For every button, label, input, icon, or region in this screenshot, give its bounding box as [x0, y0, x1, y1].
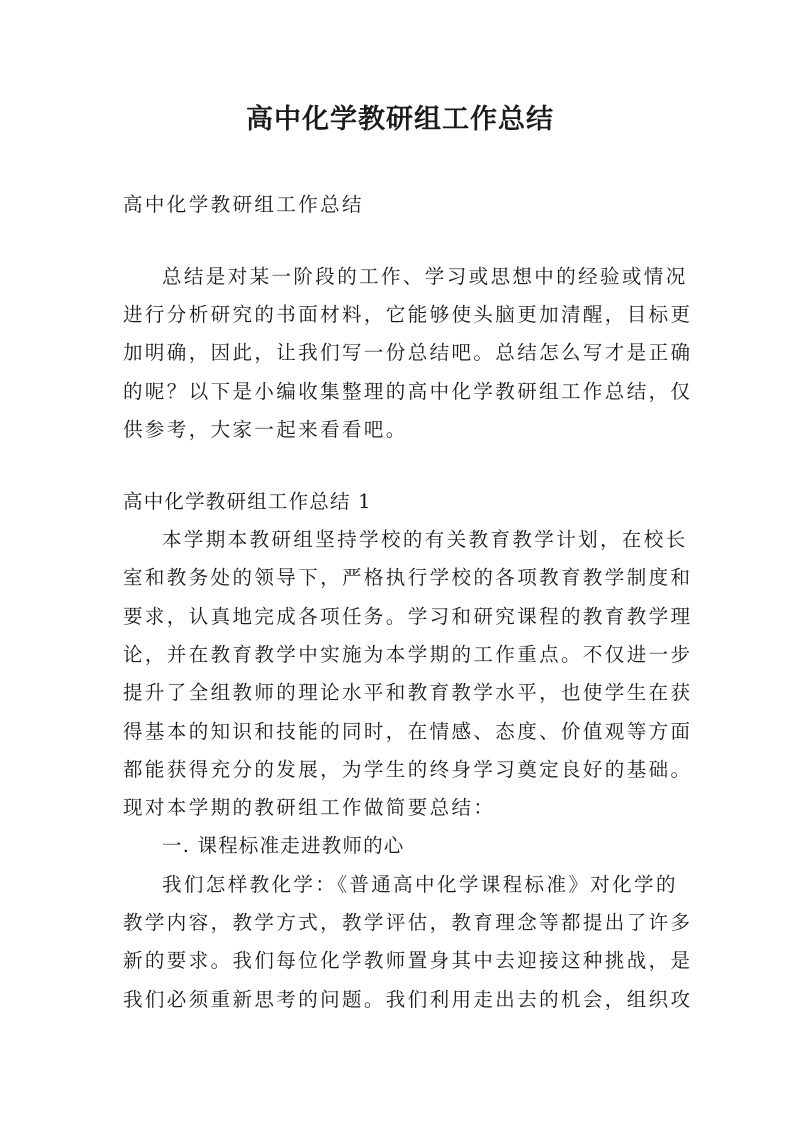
subsection-line: 教学内容，教学方式，教学评估，教育理念等都提出了许多: [123, 911, 693, 934]
section-line: 本学期本教研组坚持学校的有关教育教学计划，在校长: [162, 528, 688, 551]
subsection-heading: 一. 课程标准走进教师的心: [162, 834, 405, 857]
section-line: 要求，认真地完成各项任务。学习和研究课程的教育教学理: [123, 605, 693, 628]
intro-line: 总结是对某一阶段的工作、学习或思想中的经验或情况: [162, 265, 688, 288]
document-subtitle: 高中化学教研组工作总结: [123, 193, 364, 216]
section-line: 都能获得充分的发展，为学生的终身学习奠定良好的基础。: [123, 758, 693, 781]
subsection-line: 我们怎样教化学：《普通高中化学课程标准》对化学的: [162, 873, 678, 896]
subsection-line: 新的要求。我们每位化学教师置身其中去迎接这种挑战，是: [123, 949, 693, 972]
section-line: 提升了全组教师的理论水平和教育教学水平，也使学生在获: [123, 681, 693, 704]
intro-line: 的呢？以下是小编收集整理的高中化学教研组工作总结，仅: [123, 380, 693, 403]
intro-line: 加明确，因此，让我们写一份总结吧。总结怎么写才是正确: [123, 341, 693, 364]
section-line: 论，并在教育教学中实施为本学期的工作重点。不仅进一步: [123, 643, 693, 666]
document-title: 高中化学教研组工作总结: [246, 104, 554, 135]
intro-line: 进行分析研究的书面材料，它能够使头脑更加清醒，目标更: [123, 303, 693, 326]
section-line: 现对本学期的教研组工作做简要总结：: [123, 796, 496, 819]
intro-line: 供参考，大家一起来看看吧。: [123, 418, 408, 441]
subsection-line: 我们必须重新思考的问题。我们利用走出去的机会，组织攻: [123, 988, 693, 1011]
section-line: 室和教务处的领导下，严格执行学校的各项教育教学制度和: [123, 566, 693, 589]
section-heading: 高中化学教研组工作总结 1: [123, 490, 372, 513]
section-line: 得基本的知识和技能的同时，在情感、态度、价值观等方面: [123, 720, 693, 743]
